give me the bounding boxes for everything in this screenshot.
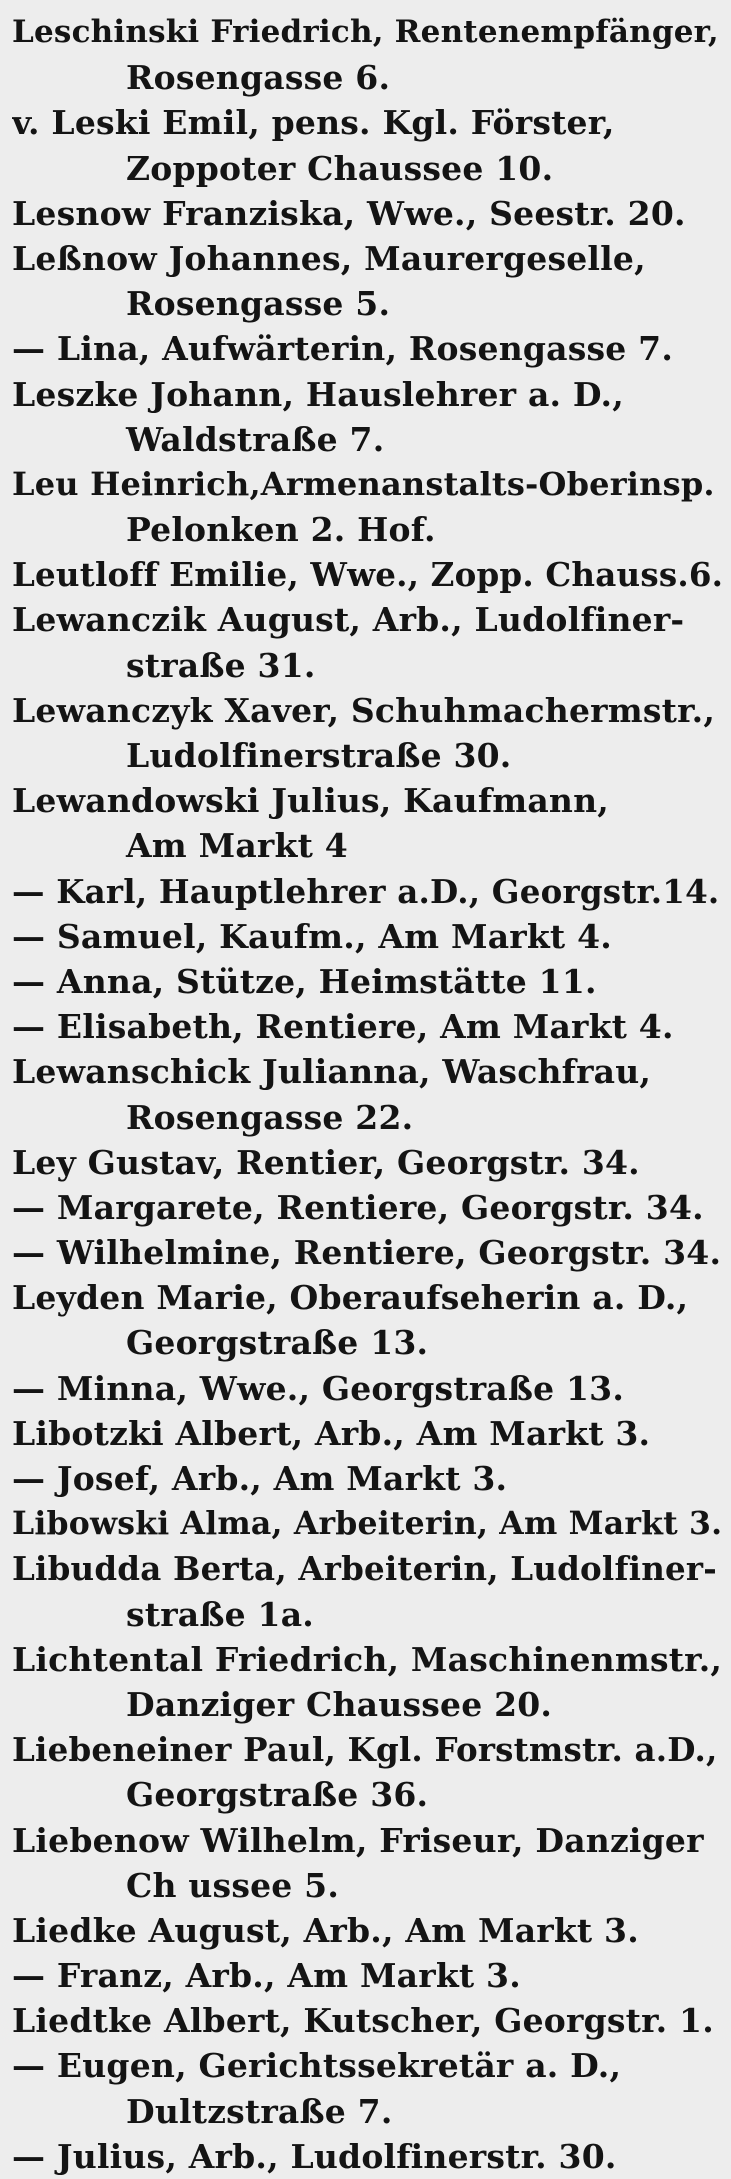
sub-entry-line: — Elisabeth, Rentiere, Am Markt 4. [12, 1007, 674, 1047]
sub-entry-line: — Wilhelmine, Rentiere, Georgstr. 34. [12, 1233, 722, 1273]
sub-entry-line: — Eugen, Gerichtssekretär a. D., [12, 2046, 622, 2086]
entry-line: Liebeneiner Paul, Kgl. Forstmstr. a.D., [12, 1730, 718, 1770]
continuation-line: Rosengasse 22. [126, 1097, 414, 1137]
entry-line: Libudda Berta, Arbeiterin, Ludolfiner- [12, 1549, 717, 1589]
entry-line: Leschinski Friedrich, Rentenempfänger, [12, 14, 719, 50]
continuation-line: Georgstraße 36. [126, 1775, 429, 1815]
entry-line: Lewandowski Julius, Kaufmann, [12, 781, 609, 821]
continuation-line: Pelonken 2. Hof. [126, 510, 436, 550]
continuation-line: straße 1a. [126, 1594, 314, 1634]
entry-line: Libowski Alma, Arbeiterin, Am Markt 3. [12, 1505, 723, 1543]
continuation-line: Waldstraße 7. [126, 419, 385, 459]
continuation-line: Ch ussee 5. [126, 1865, 340, 1905]
entry-line: Leyden Marie, Oberaufseherin a. D., [12, 1278, 689, 1318]
continuation-line: Rosengasse 5. [126, 284, 391, 324]
entry-line: Leszke Johann, Hauslehrer a. D., [12, 374, 624, 414]
entry-line: Liebenow Wilhelm, Friseur, Danziger [12, 1820, 704, 1860]
sub-entry-line: — Lina, Aufwärterin, Rosengasse 7. [12, 329, 674, 369]
entry-line: Lewanczik August, Arb., Ludolfiner- [12, 600, 685, 640]
entry-line: Liedtke Albert, Kutscher, Georgstr. 1. [12, 2001, 714, 2041]
sub-entry-line: — Karl, Hauptlehrer a.D., Georgstr.14. [12, 871, 720, 911]
continuation-line: Am Markt 4 [126, 826, 348, 866]
sub-entry-line: — Samuel, Kaufm., Am Markt 4. [12, 916, 612, 956]
sub-entry-line: — Josef, Arb., Am Markt 3. [12, 1459, 508, 1498]
continuation-line: Danziger Chaussee 20. [126, 1684, 553, 1724]
continuation-line: straße 31. [126, 645, 316, 685]
continuation-line: Dultzstraße 7. [126, 2091, 393, 2131]
entry-line: Lewanschick Julianna, Waschfrau, [12, 1052, 652, 1092]
entry-line: Lewanczyk Xaver, Schuhmachermstr., [12, 690, 716, 730]
entry-line: v. Leski Emil, pens. Kgl. Förster, [12, 103, 615, 143]
entry-line: Libotzki Albert, Arb., Am Markt 3. [12, 1413, 651, 1453]
entry-line: Liedke August, Arb., Am Markt 3. [12, 1910, 639, 1950]
entry-line: Lichtental Friedrich, Maschinenmstr., [12, 1639, 723, 1679]
sub-entry-line: — Julius, Arb., Ludolfinerstr. 30. [12, 2136, 617, 2176]
entry-line: Lesnow Franziska, Wwe., Seestr. 20. [12, 193, 686, 233]
continuation-line: Rosengasse 6. [126, 58, 391, 98]
continuation-line: Ludolfinerstraße 30. [126, 736, 512, 775]
sub-entry-line: — Minna, Wwe., Georgstraße 13. [12, 1368, 625, 1408]
continuation-line: Georgstraße 13. [126, 1323, 429, 1363]
sub-entry-line: — Franz, Arb., Am Markt 3. [12, 1956, 521, 1996]
sub-entry-line: — Margarete, Rentiere, Georgstr. 34. [12, 1187, 704, 1227]
entry-line: Ley Gustav, Rentier, Georgstr. 34. [12, 1142, 640, 1182]
entry-line: Leutloff Emilie, Wwe., Zopp. Chauss.6. [12, 555, 723, 595]
sub-entry-line: — Anna, Stütze, Heimstätte 11. [12, 961, 597, 1001]
entry-line: Leßnow Johannes, Maurergeselle, [12, 238, 646, 278]
entry-line: Leu Heinrich,Armenanstalts-Oberinsp. [12, 464, 715, 503]
continuation-line: Zoppoter Chaussee 10. [126, 148, 554, 188]
